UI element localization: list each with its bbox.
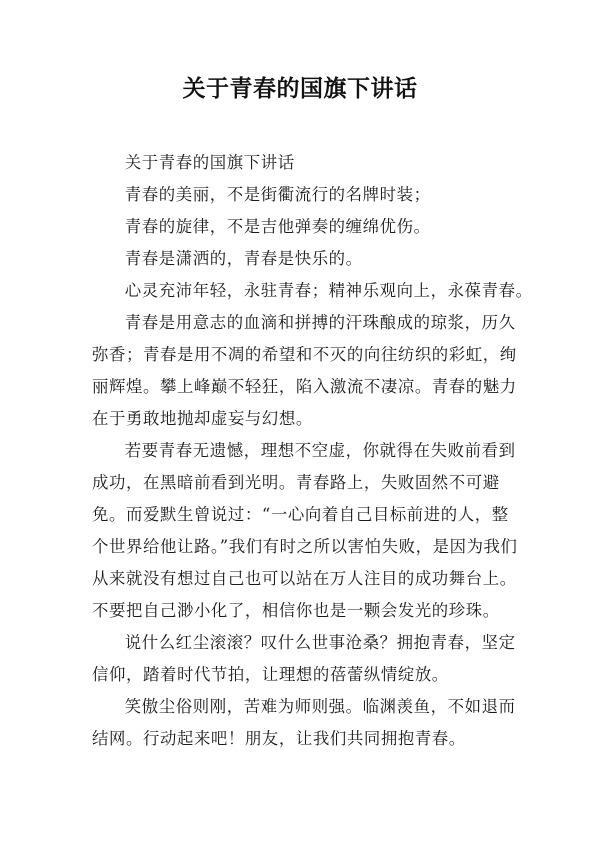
paragraph: 说什么红尘滚滚？叹什么世事沧桑？拥抱青春，坚定信仰，踏着时代节拍，让理想的蓓蕾纵情绽放。 <box>92 633 516 684</box>
paragraph: 若要青春无遗憾，理想不空虚，你就得在失败前看到成功，在黑暗前看到光明。青春路上，失败固然不可避免。而爱默生曾说过：“一心向着自己目标前进的人，整个世界给他让路。”我们有时之所以害怕失败，是因为我们从来就没有想过自己也可以站在万人注目的成功舞台上。不要把自己渺小化了，相信你也是一颗会发光的珍珠。 <box>92 441 518 620</box>
paragraph: 青春是用意志的血滴和拼搏的汗珠酿成的琼浆，历久弥香；青春是用不凋的希望和不灭的向往纺织的彩虹，绚丽辉煌。攀上峰巅不轻狂，陷入激流不凄凉。青春的魅力在于勇敢地抛却虚妄与幻想。 <box>92 313 517 428</box>
paragraph: 心灵充沛年轻，永驻青春；精神乐观向上，永葆青春。 <box>124 281 533 300</box>
document-body <box>92 147 533 755</box>
document-title: 关于青春的国旗下讲话 <box>182 75 418 102</box>
paragraph: 青春的旋律，不是吉他弹奏的缠绵优伤。 <box>124 217 431 236</box>
paragraph: 笑傲尘俗则刚，苦难为师则强。临渊羡鱼，不如退而结网。行动起来吧！朋友，让我们共同拥抱青春。 <box>92 697 516 748</box>
paragraph-heading: 关于青春的国旗下讲话 <box>124 153 295 172</box>
paragraph: 青春的美丽，不是街衢流行的名牌时装； <box>124 185 431 204</box>
paragraph: 青春是潇洒的，青春是快乐的。 <box>124 249 363 268</box>
